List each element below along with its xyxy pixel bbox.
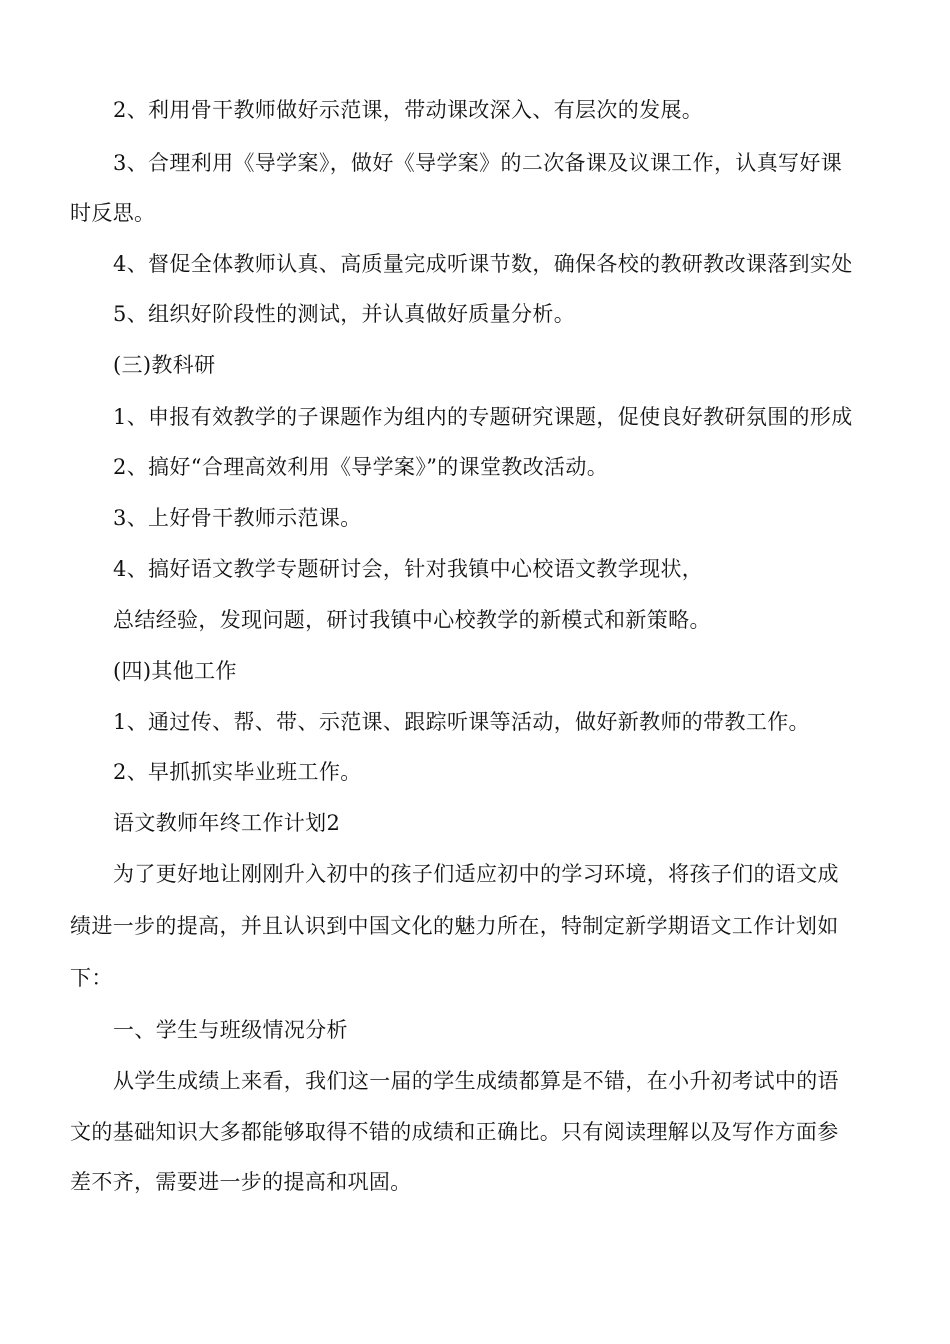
paragraph-line: 3、合理利用《导学案》，做好《导学案》的二次备课及议课工作，认真写好课 — [113, 151, 843, 175]
paragraph-line: 1、申报有效教学的子课题作为组内的专题研究课题，促使良好教研氛围的形成 — [113, 405, 853, 429]
paragraph-line: 4、搞好语文教学专题研讨会，针对我镇中心校语文教学现状， — [113, 557, 704, 581]
section-heading: 一、学生与班级情况分析 — [113, 1018, 348, 1042]
paragraph-line: 时反思。 — [70, 201, 156, 225]
section-heading: (三)教科研 — [113, 353, 216, 377]
paragraph-line: 2、利用骨干教师做好示范课，带动课改深入、有层次的发展。 — [113, 98, 704, 122]
section-heading: (四)其他工作 — [113, 659, 237, 683]
paragraph-line: 绩进一步的提高，并且认识到中国文化的魅力所在，特制定新学期语文工作计划如 — [70, 914, 839, 938]
paragraph-line: 2、早抓抓实毕业班工作。 — [113, 760, 362, 784]
paragraph-line: 下： — [70, 966, 113, 990]
paragraph-line: 5、组织好阶段性的测试，并认真做好质量分析。 — [113, 302, 576, 326]
paragraph-line: 差不齐，需要进一步的提高和巩固。 — [70, 1170, 412, 1194]
paragraph-line: 为了更好地让刚刚升入初中的孩子们适应初中的学习环境，将孩子们的语文成 — [113, 862, 839, 886]
paragraph-line: 3、上好骨干教师示范课。 — [113, 506, 362, 530]
paragraph-line: 文的基础知识大多都能够取得不错的成绩和正确比。只有阅读理解以及写作方面参 — [70, 1120, 839, 1144]
paragraph-line: 2、搞好“合理高效利用《导学案》”的课堂教改活动。 — [113, 455, 609, 479]
paragraph-line: 1、通过传、帮、带、示范课、跟踪听课等活动，做好新教师的带教工作。 — [113, 710, 810, 734]
paragraph-line: 总结经验，发现问题，研讨我镇中心校教学的新模式和新策略。 — [113, 608, 711, 632]
paragraph-line: 从学生成绩上来看，我们这一届的学生成绩都算是不错，在小升初考试中的语 — [113, 1069, 839, 1093]
paragraph-line: 4、督促全体教师认真、高质量完成听课节数，确保各校的教研教改课落到实处 — [113, 252, 853, 276]
document-title: 语文教师年终工作计划2 — [113, 811, 341, 835]
